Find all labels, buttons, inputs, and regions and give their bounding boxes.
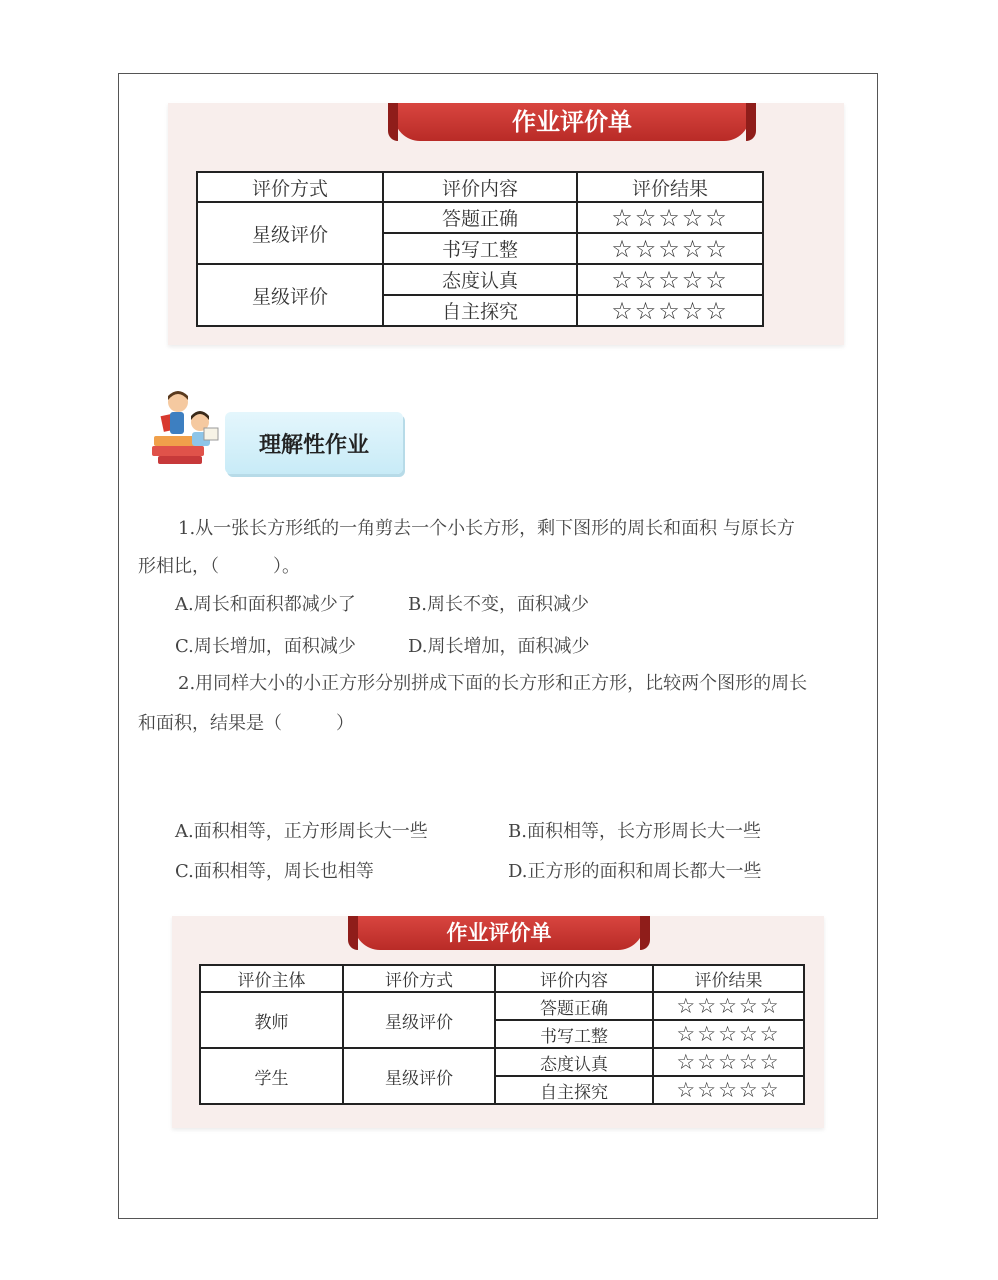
evaluation-banner-2 — [354, 916, 644, 950]
evaluation-banner-1 — [394, 103, 750, 141]
star-rating[interactable]: ☆☆☆☆☆ — [653, 1020, 804, 1048]
content-cell: 态度认真 — [495, 1048, 653, 1076]
question-2-option-b[interactable]: B.面积相等，长方形周长大一些 — [508, 821, 761, 842]
star-rating[interactable]: ☆☆☆☆☆ — [577, 202, 763, 233]
evaluation-panel-2 — [172, 916, 824, 1128]
evaluation-table-2 — [199, 964, 805, 1105]
subject-cell: 学生 — [200, 1048, 343, 1104]
header-result: 评价结果 — [577, 172, 763, 202]
kids-reading-illustration — [148, 388, 228, 468]
question-2-line-2: 和面积，结果是（ ） — [138, 713, 354, 734]
star-rating[interactable]: ☆☆☆☆☆ — [653, 1048, 804, 1076]
question-1-option-b[interactable]: B.周长不变，面积减少 — [408, 594, 589, 615]
header-content: 评价内容 — [495, 965, 653, 992]
star-rating[interactable]: ☆☆☆☆☆ — [577, 264, 763, 295]
content-cell: 自主探究 — [383, 295, 577, 326]
method-cell: 星级评价 — [197, 264, 383, 326]
header-content: 评价内容 — [383, 172, 577, 202]
content-cell: 态度认真 — [383, 264, 577, 295]
header-method: 评价方式 — [343, 965, 495, 992]
section-title-tag — [225, 412, 403, 474]
header-subject: 评价主体 — [200, 965, 343, 992]
question-1-line-2: 形相比，（ ）。 — [138, 556, 300, 577]
star-rating[interactable]: ☆☆☆☆☆ — [577, 295, 763, 326]
question-1-option-a[interactable]: A.周长和面积都减少了 — [175, 594, 356, 615]
question-2-option-a[interactable]: A.面积相等，正方形周长大一些 — [175, 821, 428, 842]
method-cell: 星级评价 — [343, 1048, 495, 1104]
question-1-line-1: 1.从一张长方形纸的一角剪去一个小长方形，剩下图形的周长和面积 与原长方 — [178, 518, 795, 539]
question-2-option-d[interactable]: D.正方形的面积和周长都大一些 — [508, 861, 762, 882]
content-cell: 答题正确 — [495, 992, 653, 1020]
question-1-option-c[interactable]: C.周长增加，面积减少 — [175, 636, 356, 657]
header-method: 评价方式 — [197, 172, 383, 202]
question-1-option-d[interactable]: D.周长增加，面积减少 — [408, 636, 590, 657]
subject-cell: 教师 — [200, 992, 343, 1048]
star-rating[interactable]: ☆☆☆☆☆ — [653, 992, 804, 1020]
content-cell: 自主探究 — [495, 1076, 653, 1104]
evaluation-panel-1 — [168, 103, 844, 345]
content-cell: 书写工整 — [495, 1020, 653, 1048]
method-cell: 星级评价 — [343, 992, 495, 1048]
star-rating[interactable]: ☆☆☆☆☆ — [577, 233, 763, 264]
evaluation-table-1 — [196, 171, 764, 327]
evaluation-title-1: 作业评价单 — [512, 108, 632, 136]
evaluation-title-2: 作业评价单 — [446, 921, 552, 945]
content-cell: 书写工整 — [383, 233, 577, 264]
method-cell: 星级评价 — [197, 202, 383, 264]
question-2-option-c[interactable]: C.面积相等，周长也相等 — [175, 861, 374, 882]
content-cell: 答题正确 — [383, 202, 577, 233]
question-2-line-1: 2.用同样大小的小正方形分别拼成下面的长方形和正方形，比较两个图形的周长 — [178, 673, 808, 694]
star-rating[interactable]: ☆☆☆☆☆ — [653, 1076, 804, 1104]
section-title: 理解性作业 — [258, 432, 369, 458]
header-result: 评价结果 — [653, 965, 804, 992]
